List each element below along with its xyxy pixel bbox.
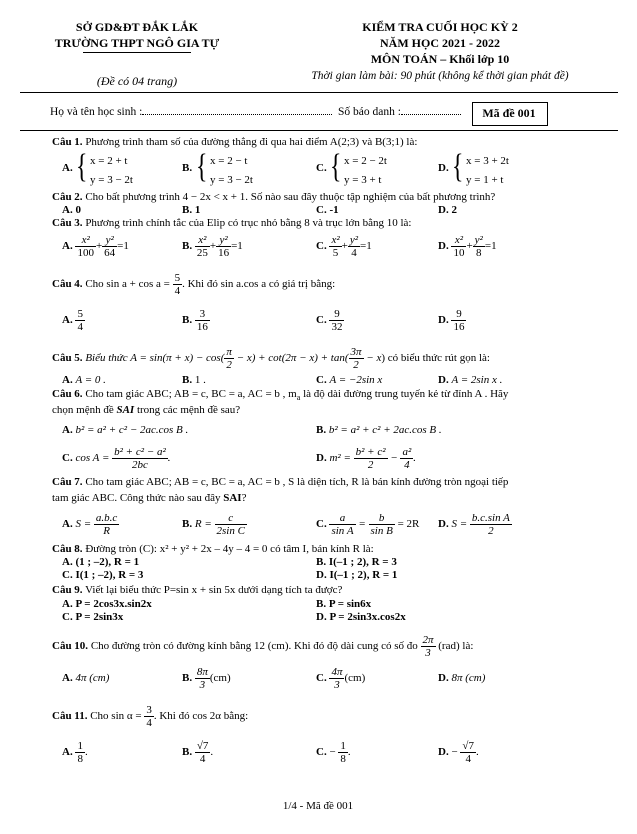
- department: SỞ GD&ĐT ĐẮK LẮK: [75, 20, 199, 34]
- question-label: Câu 2.: [52, 191, 83, 203]
- numerator: b.c.sin A: [471, 512, 510, 524]
- option-c: C. $\frac{9}{32}$: [316, 308, 343, 333]
- option-a: A. 4π (cm): [62, 672, 110, 684]
- numerator: 5: [174, 272, 181, 284]
- option-label: C.: [316, 162, 327, 174]
- question-text: Phương trình chính tắc của Elip có trục nhỏ bằng 8 và trục lớn bằng 10 là:: [85, 217, 412, 229]
- question-text: Cho tam giác ABC; AB = c, BC = a, AC = b , S là diện tích, R là bán kính đường tròn ngoại tiếp: [85, 476, 509, 488]
- question-text: Viết lại biểu thức P=sin x + sin 5x dưới dạng tích ta được?: [85, 584, 343, 596]
- denominator: 16: [196, 321, 208, 333]
- question-2: [52, 191, 495, 203]
- option-b: B. R = $\frac{c}{\text{2sin C}}$: [182, 512, 245, 537]
- question-1: [52, 136, 417, 148]
- question-label: Câu 8.: [52, 543, 83, 555]
- option-c: C. $\frac{4\pi}{3}$ (cm): [316, 666, 366, 691]
- question-10: Câu 10. Cho đường tròn có đường kính bằng 12 (cm). Khi đó độ dài cung có số đo $\frac{2\pi}{3}$ (rad) là:: [52, 634, 474, 659]
- option-d: D. − $\frac{√7}{4}$ .: [438, 740, 479, 765]
- equation-y: y = 3 − 2t: [210, 174, 253, 186]
- question-text: Đường tròn (C): x² + y² + 2x – 4y – 4 = 0 có tâm I, bán kính R là:: [85, 543, 374, 555]
- denominator: 4: [465, 753, 471, 765]
- denominator: 10: [453, 247, 465, 259]
- option-d: [466, 152, 509, 190]
- option-d: D. m² = $\frac{\text{b² + c²}}{2}$ − $\frac{\text{a²}}{4}$ .: [316, 446, 417, 471]
- denominator: 4: [199, 753, 206, 765]
- option-label: B.: [182, 162, 193, 174]
- option-d: D. $\frac{\text{x²}}{10}$ + $\frac{\text{y²}}{8}$ =1: [438, 234, 497, 259]
- question-label: Câu 6.: [52, 388, 83, 400]
- option-a: A. $\frac{1}{8}$ .: [62, 740, 88, 765]
- numerator: a: [329, 512, 355, 525]
- question-label: Câu 1.: [52, 136, 83, 148]
- question-label: Câu 7.: [52, 476, 83, 488]
- option-a: A. 0: [62, 204, 81, 216]
- question-text: Biểu thức A = sin(π + x) − cos(: [85, 352, 225, 365]
- question-text: Cho sin a + cos a =: [85, 278, 170, 291]
- numerator: a²: [402, 446, 412, 458]
- bottom-rule: [20, 130, 618, 131]
- emphasis: SAI: [116, 404, 135, 416]
- denominator: 32: [331, 321, 343, 333]
- numerator: 9: [451, 308, 466, 321]
- emphasis: SAI: [223, 492, 242, 504]
- option-d: D. S = $\frac{\text{b.c.sin A}}{2}$: [438, 512, 510, 537]
- question-label: Câu 4.: [52, 278, 83, 291]
- numerator: b² + c²: [355, 446, 386, 458]
- time-note: Thời gian làm bài: 90 phút (không kể thời gian phát đề): [311, 70, 569, 82]
- equation-y: y = 3 + t: [344, 174, 382, 186]
- denominator: sin B: [370, 525, 393, 537]
- student-name-line: [50, 106, 332, 118]
- question-label: Câu 9.: [52, 584, 83, 596]
- page-footer: 1/4 - Mã đề 001: [282, 800, 354, 812]
- option-d: D. I(–1 ; 2), R = 1: [316, 569, 398, 581]
- option-c: C. $\frac{a}{\text{sin A}}$ = $\frac{b}{\text{sin B}}$ = 2R: [316, 512, 420, 537]
- numerator: c: [215, 512, 247, 525]
- option-text: A = 0 .: [75, 374, 106, 386]
- denominator: 3: [334, 679, 340, 691]
- option-a: A. S = $\frac{a.b.c}{R}$: [62, 512, 118, 537]
- numerator: 1: [77, 740, 83, 752]
- denominator: 8: [77, 753, 83, 765]
- question-text: là độ dài đường trung tuyến kẻ từ đỉnh A . Hãy: [300, 388, 509, 400]
- denominator: 16: [453, 321, 465, 333]
- numerator: √7: [196, 740, 209, 752]
- question-11: [52, 704, 248, 729]
- option-text: b² = a² + c² + 2ac.cos B .: [328, 424, 442, 436]
- option-c: C. − $\frac{1}{8}$ .: [316, 740, 351, 765]
- school-name: TRƯỜNG THPT NGÔ GIA TỰ: [54, 36, 220, 50]
- option-b: B. $\frac{3}{16}$: [182, 308, 208, 333]
- divider: [83, 52, 191, 53]
- denominator: sin A: [331, 525, 354, 537]
- option-d: D. 2: [438, 204, 457, 216]
- numerator: b: [369, 512, 395, 525]
- question-text: Cho tam giác ABC; AB = c, BC = a, AC = b , m: [85, 388, 297, 400]
- numerator: √7: [462, 740, 474, 752]
- denominator: 25: [196, 247, 208, 259]
- denominator: 16: [218, 247, 230, 259]
- question-3: [52, 217, 411, 229]
- numerator: 9: [329, 308, 344, 321]
- denominator: 2: [488, 525, 494, 537]
- student-id-line: [338, 106, 461, 118]
- denominator: 2sin C: [216, 525, 245, 537]
- option-c: C. -1: [316, 204, 339, 216]
- student-id-label: Số báo danh :: [338, 106, 401, 118]
- question-text: (rad) là:: [438, 640, 474, 653]
- option-d: D. $\frac{9}{16}$: [438, 308, 465, 333]
- question-label: Câu 3.: [52, 217, 83, 229]
- brace: {: [196, 148, 208, 185]
- unit: (cm): [209, 672, 231, 685]
- numerator: 3: [195, 308, 210, 321]
- question-label: Câu 5.: [52, 352, 83, 365]
- question-text: Phương trình tham số của đường thẳng đi qua hai điểm A(2;3) và B(3;1) là:: [85, 136, 418, 148]
- question-text: Cho đường tròn có đường kính bằng 12 (cm). Khi đó độ dài cung có số đo: [90, 640, 418, 653]
- question-7-line-2: [52, 492, 246, 504]
- option-text: 1 .: [194, 374, 206, 386]
- school-year: NĂM HỌC 2021 - 2022: [380, 36, 500, 50]
- option-d: D. P = 2sin3x.cos2x: [316, 611, 406, 623]
- exam-code: Mã đề 001: [482, 106, 536, 120]
- numerator: 4π: [331, 666, 343, 678]
- numerator: 3: [146, 704, 152, 716]
- question-label: Câu 11.: [52, 710, 88, 723]
- option-a: A. A = 0 .: [62, 374, 106, 386]
- option-a: A. b² = a² + c² − 2ac.cos B .: [62, 424, 189, 436]
- denominator: 4: [174, 285, 181, 297]
- option-text: cos A =: [75, 452, 110, 465]
- numerator: 5: [77, 308, 83, 320]
- brace: {: [330, 148, 342, 185]
- denominator: 2: [367, 459, 374, 471]
- question-4: [52, 272, 335, 297]
- equation-x: x = 2 + t: [90, 155, 128, 167]
- equation-y: y = 3 − 2t: [90, 174, 133, 186]
- option-d: D. A = 2sin x .: [438, 374, 503, 386]
- option-c: C. $\frac{\text{x²}}{5}$ + $\frac{\text{y²}}{4}$ =1: [316, 234, 372, 259]
- option-a: A. $\frac{\text{x²}}{100}$ + $\frac{\text{y²}}{64}$ =1: [62, 234, 129, 259]
- equation-x: x = 3 + 2t: [466, 155, 509, 167]
- option-a: [90, 152, 133, 190]
- denominator: R: [103, 525, 110, 537]
- numerator: a.b.c: [95, 512, 118, 524]
- option-b: [210, 152, 253, 190]
- option-text: 8π (cm): [451, 672, 486, 684]
- option-text: m² =: [329, 452, 351, 465]
- question-6-line-2: [52, 404, 240, 416]
- denominator: 3: [199, 679, 206, 691]
- equation-x: x = 2 − 2t: [344, 155, 387, 167]
- option-label: D.: [438, 162, 449, 174]
- unit: (cm): [344, 672, 366, 685]
- option-c: C. cos A = $\frac{\text{b² + c² − a²}}{2bc}$ .: [62, 446, 171, 471]
- option-b: B. b² = a² + c² + 2ac.cos B .: [316, 424, 442, 436]
- denominator: 2bc: [131, 459, 148, 471]
- option-a: A. P = 2cos3x.sin2x: [62, 598, 152, 610]
- subject: MÔN TOÁN – Khối lớp 10: [370, 52, 510, 66]
- question-7: [52, 476, 508, 488]
- question-6: Câu 6. Cho tam giác ABC; AB = c, BC = a, AC = b , $m_a$ là độ dài đường trung tuyến kẻ từ đỉnh A . Hãy: [52, 388, 509, 403]
- option-label: A.: [62, 162, 73, 174]
- question-text: tam giác ABC. Công thức nào sau đây: [52, 492, 224, 504]
- option-d: D. 8π (cm): [438, 672, 486, 684]
- brace: {: [452, 148, 464, 185]
- brace: {: [76, 148, 88, 185]
- question-label: Câu 10.: [52, 640, 89, 653]
- student-name-label: Họ và tên học sinh :: [50, 106, 143, 118]
- denominator: 4: [146, 717, 152, 729]
- question-text: ) có biểu thức rút gọn là:: [381, 352, 490, 365]
- equation-x: x = 2 − t: [210, 155, 248, 167]
- denominator: 4: [77, 321, 83, 333]
- option-b: B. I(–1 ; 2), R = 3: [316, 556, 397, 568]
- denominator: 8: [340, 753, 346, 765]
- option-text: A = −2sin x: [329, 374, 383, 386]
- option-b: B. $\frac{√7}{4}$ .: [182, 740, 214, 765]
- option-c: C. P = 2sin3x: [62, 611, 124, 623]
- denominator: 5: [332, 247, 339, 259]
- question-text: Cho bất phương trình 4 − 2x < x + 1. Số nào sau đây thuộc tập nghiệm của bất phương trình?: [85, 191, 496, 203]
- question-text: ) + cot(2π − x) + tan(: [251, 352, 349, 365]
- numerator: 8π: [196, 666, 208, 678]
- option-b: B. $\frac{\text{x²}}{25}$ + $\frac{\text{y²}}{16}$ =1: [182, 234, 243, 259]
- numerator: 1: [340, 740, 346, 752]
- option-b: B. 1 .: [182, 374, 206, 386]
- option-a: A. $\frac{5}{4}$: [62, 308, 83, 333]
- question-text: chọn mệnh đề: [52, 404, 117, 416]
- denominator: 4: [351, 247, 357, 259]
- option-a: A. (1 ; –2), R = 1: [62, 556, 140, 568]
- option-b: B. 1: [182, 204, 201, 216]
- exam-title: KIỂM TRA CUỐI HỌC KỲ 2: [362, 20, 518, 34]
- question-5: Câu 5. Biểu thức A = sin(π + x) − cos( $\frac{\pi}{2}$ − x) + cot(2π − x) + tan( $\frac{3\pi}{2}$ − x) có biểu thức rút gọn là:: [52, 346, 490, 371]
- option-text: = 2R: [397, 518, 420, 531]
- denominator: 8: [476, 247, 482, 259]
- option-text: A = 2sin x .: [451, 374, 503, 386]
- equation-y: y = 1 + t: [466, 174, 504, 186]
- option-text: b² = a² + c² − 2ac.cos B .: [75, 424, 189, 436]
- option-b: B. $\frac{8\pi}{3}$ (cm): [182, 666, 231, 691]
- question-text: . Khi đó cos 2α bằng:: [153, 710, 249, 723]
- denominator: 100: [77, 247, 94, 259]
- question-text: . Khi đó sin a.cos a có giá trị bằng:: [182, 278, 336, 291]
- option-c: C. I(1 ; –2), R = 3: [62, 569, 144, 581]
- denominator: 64: [104, 247, 116, 259]
- question-text: ?: [241, 492, 247, 504]
- denominator: 4: [404, 459, 410, 471]
- numerator: b² + c² − a²: [114, 446, 166, 458]
- option-b: B. P = sin6x: [316, 598, 372, 610]
- question-9: [52, 584, 342, 596]
- option-c: [344, 152, 387, 190]
- top-rule: [20, 92, 618, 93]
- pages-note: (Đề có 04 trang): [96, 74, 178, 88]
- question-8: [52, 543, 374, 555]
- option-text: 4π (cm): [75, 672, 110, 684]
- option-c: C. A = −2sin x: [316, 374, 383, 386]
- question-text: trong các mệnh đề sau?: [134, 404, 241, 416]
- question-text: Cho sin α =: [90, 710, 142, 723]
